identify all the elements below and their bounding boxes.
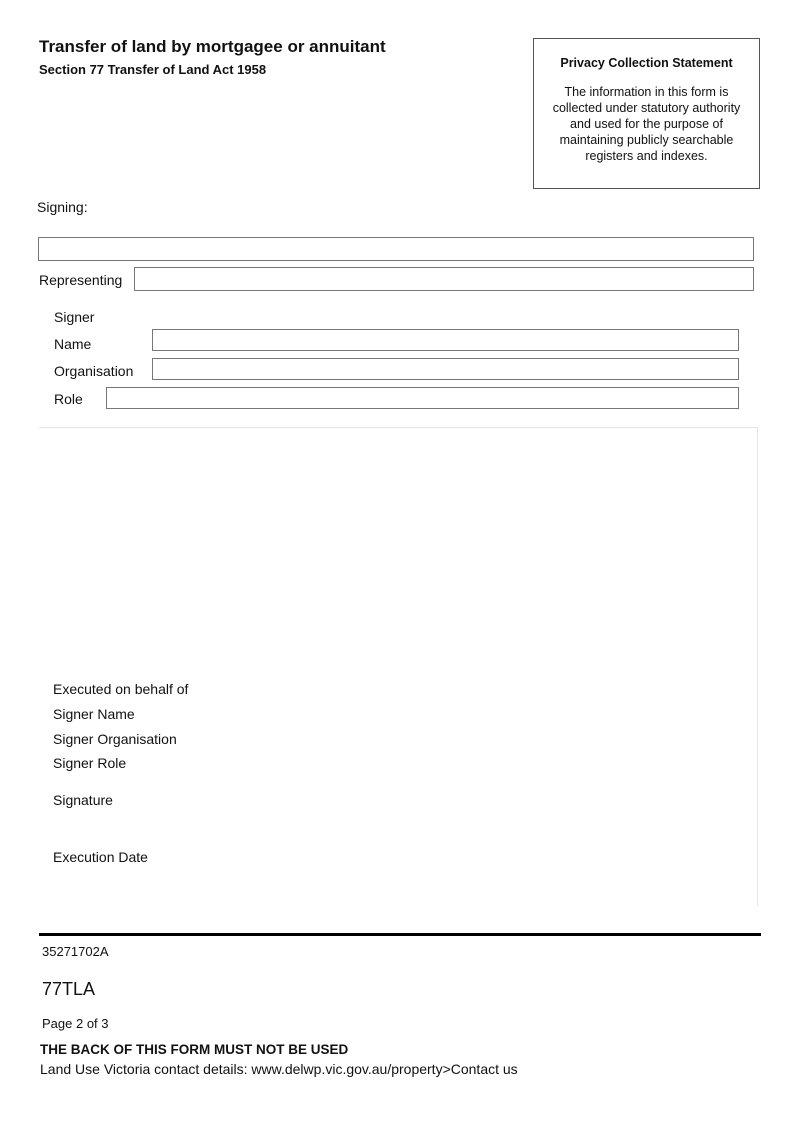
signer-role-field[interactable] xyxy=(106,387,739,409)
execution-panel xyxy=(39,427,758,906)
signing-field[interactable] xyxy=(38,237,754,261)
representing-label: Representing xyxy=(39,272,123,288)
privacy-statement-box xyxy=(533,38,760,189)
signature-label: Signature xyxy=(53,792,113,808)
execution-date-label: Execution Date xyxy=(53,849,148,865)
form-subtitle: Section 77 Transfer of Land Act 1958 xyxy=(39,62,267,77)
privacy-statement-title: Privacy Collection Statement xyxy=(560,56,733,70)
execution-signer-role-label: Signer Role xyxy=(53,755,127,771)
signer-organisation-field[interactable] xyxy=(152,358,739,380)
privacy-statement-text: The information in this form is collected under statutory authority and used for the purpose of maintaining publicly searchable registers and indexes. xyxy=(552,85,741,163)
signing-label: Signing: xyxy=(37,199,88,215)
signer-organisation-label: Organisation xyxy=(54,363,134,379)
contact-details: Land Use Victoria contact details: www.delwp.vic.gov.au/property>Contact us xyxy=(40,1061,518,1077)
execution-signer-organisation-label: Signer Organisation xyxy=(53,731,177,747)
signer-heading: Signer xyxy=(54,309,95,325)
execution-signer-name-label: Signer Name xyxy=(53,706,135,722)
document-code: 35271702A xyxy=(42,944,109,959)
footer-divider xyxy=(39,933,761,936)
representing-field[interactable] xyxy=(134,267,754,291)
signer-name-field[interactable] xyxy=(152,329,739,351)
back-of-form-warning: THE BACK OF THIS FORM MUST NOT BE USED xyxy=(40,1042,349,1057)
form-title: Transfer of land by mortgagee or annuitant xyxy=(39,37,386,56)
signer-role-label: Role xyxy=(54,391,83,407)
form-identifier: 77TLA xyxy=(42,979,96,999)
executed-on-behalf-label: Executed on behalf of xyxy=(53,681,189,697)
signer-name-label: Name xyxy=(54,336,92,352)
page-number: Page 2 of 3 xyxy=(42,1016,109,1031)
